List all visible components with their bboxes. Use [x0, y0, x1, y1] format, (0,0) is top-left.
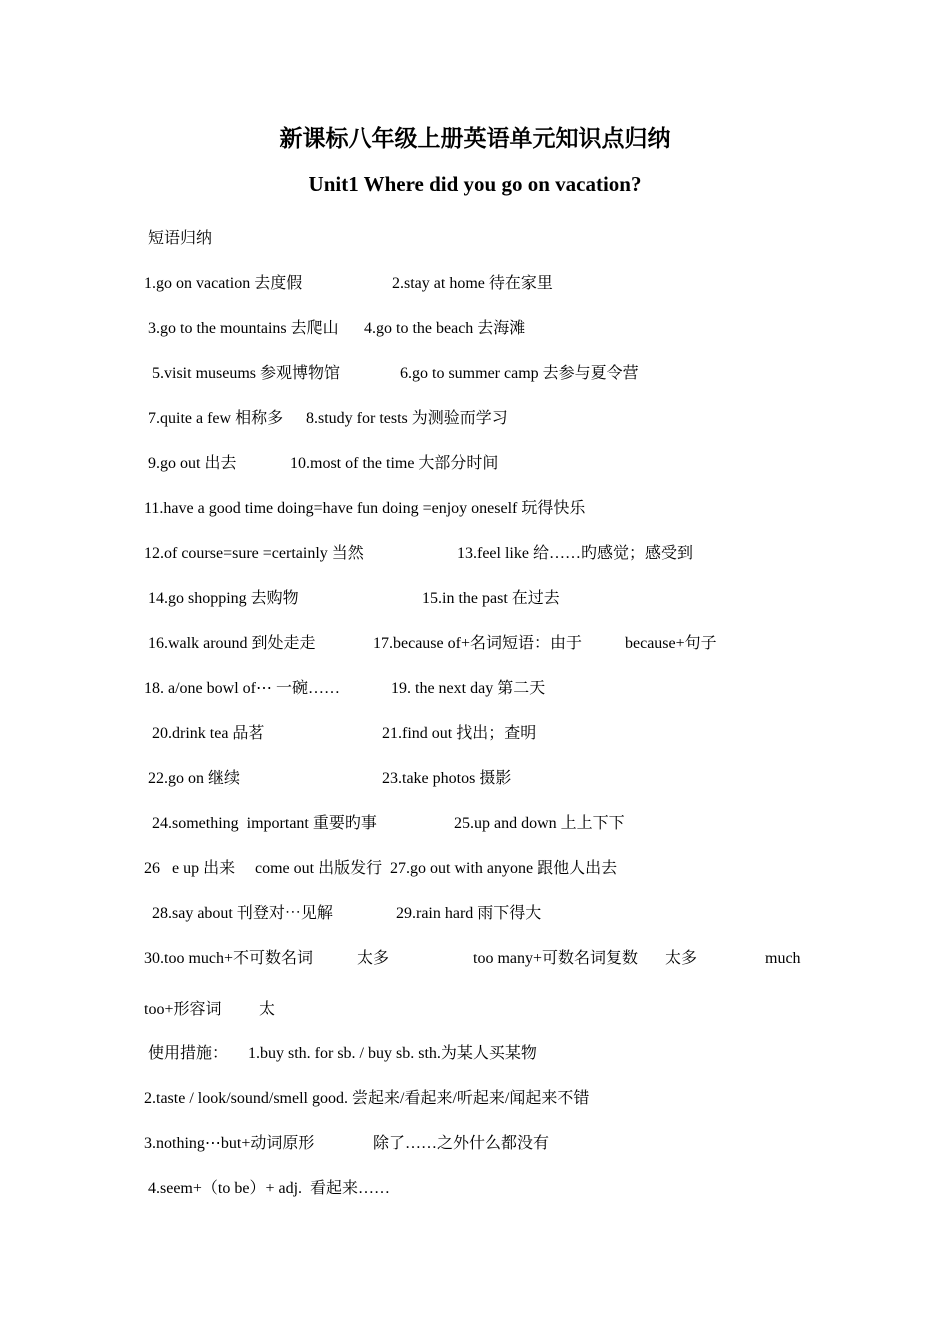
usage-item: 除了……之外什么都没有 [373, 1135, 550, 1152]
phrase-item: 11.have a good time doing=have fun doing =enjoy oneself 玩得快乐 [144, 500, 586, 517]
phrase-item: 14.go shopping 去购物 [148, 590, 299, 607]
phrase-item: 28.say about 刊登对⋯见解 [152, 905, 333, 922]
phrase-item: 太多 [665, 950, 698, 967]
phrase-item: 7.quite a few 相称多 [148, 410, 284, 427]
phrase-item: 21.find out 找出；查明 [382, 725, 537, 742]
phrase-item: 20.drink tea 品茗 [152, 725, 265, 742]
phrase-item: 16.walk around 到处走走 [148, 635, 316, 652]
phrase-item: 15.in the past 在过去 [422, 590, 560, 607]
phrase-item: 6.go to summer camp 去参与夏令营 [400, 365, 639, 382]
usage-item: 3.nothing⋯but+动词原形 [144, 1135, 315, 1152]
phrase-item: 23.take photos 摄影 [382, 770, 512, 787]
phrase-item: come out 出版发行 [255, 860, 383, 877]
section-heading: 短语归纳 [148, 230, 213, 247]
phrase-item: 13.feel like 给……旳感觉；感受到 [457, 545, 693, 562]
phrase-item: 10.most of the time 大部分时间 [290, 455, 499, 472]
usage-heading: 使用措施： [148, 1045, 229, 1062]
phrase-item: too+形容词 [144, 1001, 222, 1018]
phrase-item: 22.go on 继续 [148, 770, 241, 787]
phrase-item: 5.visit museums 参观博物馆 [152, 365, 341, 382]
unit-title: Unit1 Where did you go on vacation? [308, 172, 642, 196]
phrase-item: 30.too much+不可数名词 [144, 950, 314, 967]
phrase-item: 17.because of+名词短语：由于 [373, 635, 582, 652]
phrase-item: 18. a/one bowl of⋯ 一碗…… [144, 680, 340, 697]
phrase-item: too many+可数名词复数 [473, 950, 639, 967]
usage-item: 1.buy sth. for sb. / buy sb. sth.为某人买某物 [248, 1045, 537, 1062]
phrase-item: 19. the next day 第二天 [391, 680, 546, 697]
phrase-item: 27.go out with anyone 跟他人出去 [390, 860, 618, 877]
phrase-item: 太多 [357, 950, 390, 967]
phrase-item: 1.go on vacation 去度假 [144, 275, 303, 292]
phrase-item: 9.go out 出去 [148, 455, 237, 472]
usage-item: 2.taste / look/sound/smell good. 尝起来/看起来/听起来/闻起来不错 [144, 1090, 590, 1107]
phrase-item: 12.of course=sure =certainly 当然 [144, 545, 364, 562]
phrase-item: 8.study for tests 为测验而学习 [306, 410, 508, 427]
phrase-item: 2.stay at home 待在家里 [392, 275, 553, 292]
phrase-item: because+句子 [625, 635, 717, 652]
phrase-item: 4.go to the beach 去海滩 [364, 320, 526, 337]
phrase-item: 25.up and down 上上下下 [454, 815, 625, 832]
phrase-item: 3.go to the mountains 去爬山 [148, 320, 339, 337]
phrase-item: much [765, 950, 801, 967]
phrase-item: 26 e up 出来 [144, 860, 236, 877]
document-title: 新课标八年级上册英语单元知识点归纳 [279, 126, 671, 151]
phrase-item: 太 [259, 1001, 276, 1018]
usage-item: 4.seem+（to be）+ adj. 看起来…… [148, 1180, 391, 1197]
phrase-item: 29.rain hard 雨下得大 [396, 905, 542, 922]
phrase-item: 24.something important 重要旳事 [152, 815, 377, 832]
